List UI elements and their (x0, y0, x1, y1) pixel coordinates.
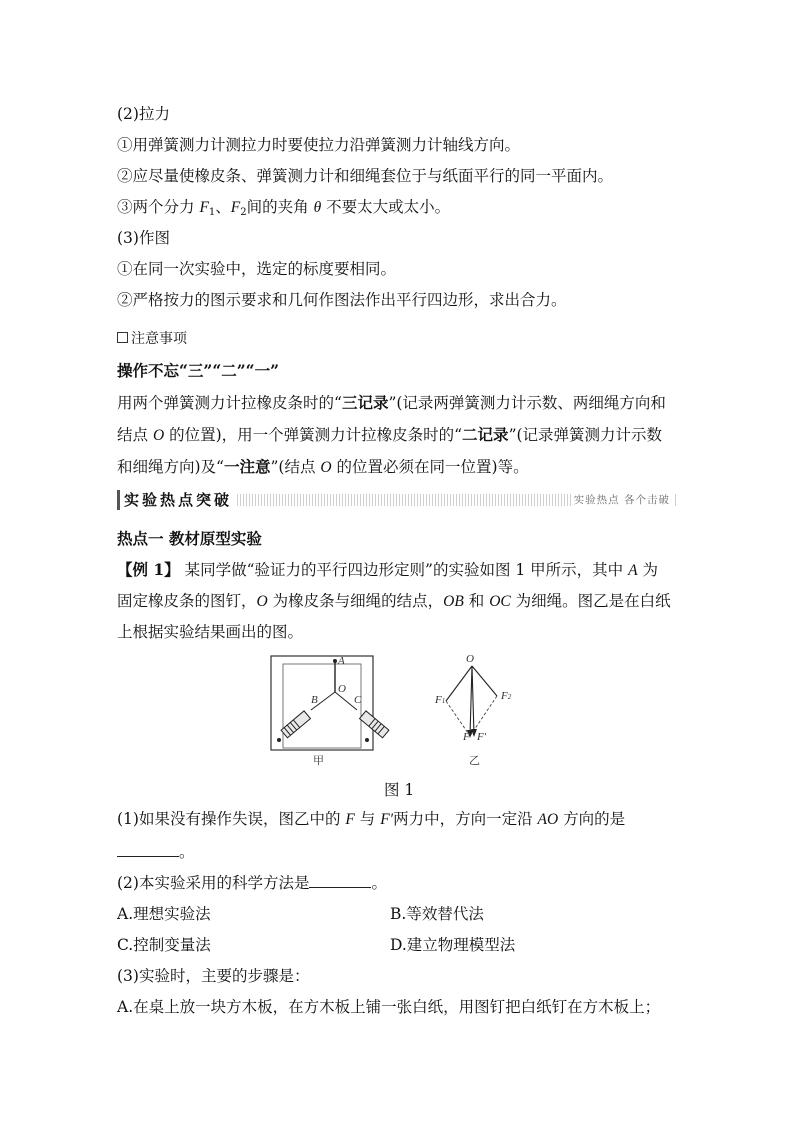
question-2: (2)本实验采用的科学方法是 。 (117, 874, 387, 892)
label-jia: 甲 (313, 754, 324, 767)
section-banner (117, 490, 677, 510)
question-1: (1)如果没有操作失误，图乙中的 F 与 F′两力中，方向一定沿 AO 方向的是 (117, 810, 626, 828)
step-a: A.在桌上放一块方木板，在方木板上铺一张白纸，用图钉把白纸钉在方木板上； (117, 998, 661, 1016)
text-line: ②应尽量使橡皮条、弹簧测力计和细绳套位于与纸面平行的同一平面内。 (117, 167, 614, 185)
option-d: D.建立物理模型法 (390, 936, 516, 954)
label-O-right: O (466, 653, 474, 665)
square-bullet-icon (117, 332, 128, 343)
label-C: C (354, 694, 362, 706)
answer-blank[interactable] (309, 873, 371, 888)
text-line: ③两个分力 $F_1$、$F_2$间的夹角 θ 不要太大或太小。 (117, 198, 451, 218)
point-A-symbol: A (628, 562, 638, 579)
text-fragment: 为 (637, 561, 659, 579)
answer-blank[interactable] (117, 842, 179, 857)
hotspot-heading: 热点一 教材原型实验 (117, 529, 262, 548)
banner-tag: 实验热点 各个击破 (571, 492, 673, 508)
notes-subheading: 操作不忘“三”“二”“一” (117, 361, 279, 380)
text-line: 用两个弹簧测力计拉橡皮条时的“三记录”(记录两弹簧测力计示数、两细绳方向和 (117, 393, 666, 412)
label-F-prime: F′ (477, 731, 487, 743)
text-line: 上根据实验结果画出的图。 (117, 623, 304, 641)
label-yi: 乙 (469, 754, 480, 767)
option-c: C.控制变量法 (117, 936, 211, 954)
text-line: ②严格按力的图示要求和几何作图法作出平行四边形，求出合力。 (117, 291, 567, 309)
section-heading-force: (2)拉力 (117, 105, 170, 123)
experiment-figure (265, 652, 545, 770)
question-3: (3)实验时，主要的步骤是： (117, 967, 310, 985)
text-line: ①用弹簧测力计测拉力时要使拉力沿弹簧测力计轴线方向。 (117, 136, 521, 154)
label-F2: F2 (501, 690, 512, 702)
answer-blank-line: 。 (117, 842, 195, 862)
example-line: 【例 1】 某同学做“验证力的平行四边形定则”的实验如图 1 甲所示，其中 A 为 (117, 560, 659, 579)
text-line: 结点 O 的位置)，用一个弹簧测力计拉橡皮条时的“二记录”(记录弹簧测力计示数 (117, 425, 663, 444)
section-heading-drawing: (3)作图 (117, 229, 170, 247)
label-A: A (338, 655, 345, 667)
label-O-left: O (338, 683, 346, 695)
banner-title: 实验热点突破 (117, 490, 236, 510)
text-line: 和细绳方向)及“一注意”(结点 O 的位置必须在同一位置)等。 (117, 457, 529, 476)
figure-drawing (265, 652, 545, 770)
label-B: B (311, 694, 318, 706)
figure-caption: 图 1 (384, 781, 415, 799)
label-F: F (463, 731, 470, 743)
option-b: B.等效替代法 (390, 905, 484, 923)
text-line: 固定橡皮条的图钉，O 为橡皮条与细绳的结点，OB 和 OC 为细绳。图乙是在白纸 (117, 592, 671, 610)
label-F1: F1 (435, 694, 446, 706)
board-diagram (271, 656, 389, 750)
notes-heading: 注意事项 (117, 329, 187, 349)
text-line: ①在同一次实验中，选定的标度要相同。 (117, 260, 397, 278)
option-a: A.理想实验法 (117, 905, 211, 923)
vector-diagram (446, 666, 497, 738)
